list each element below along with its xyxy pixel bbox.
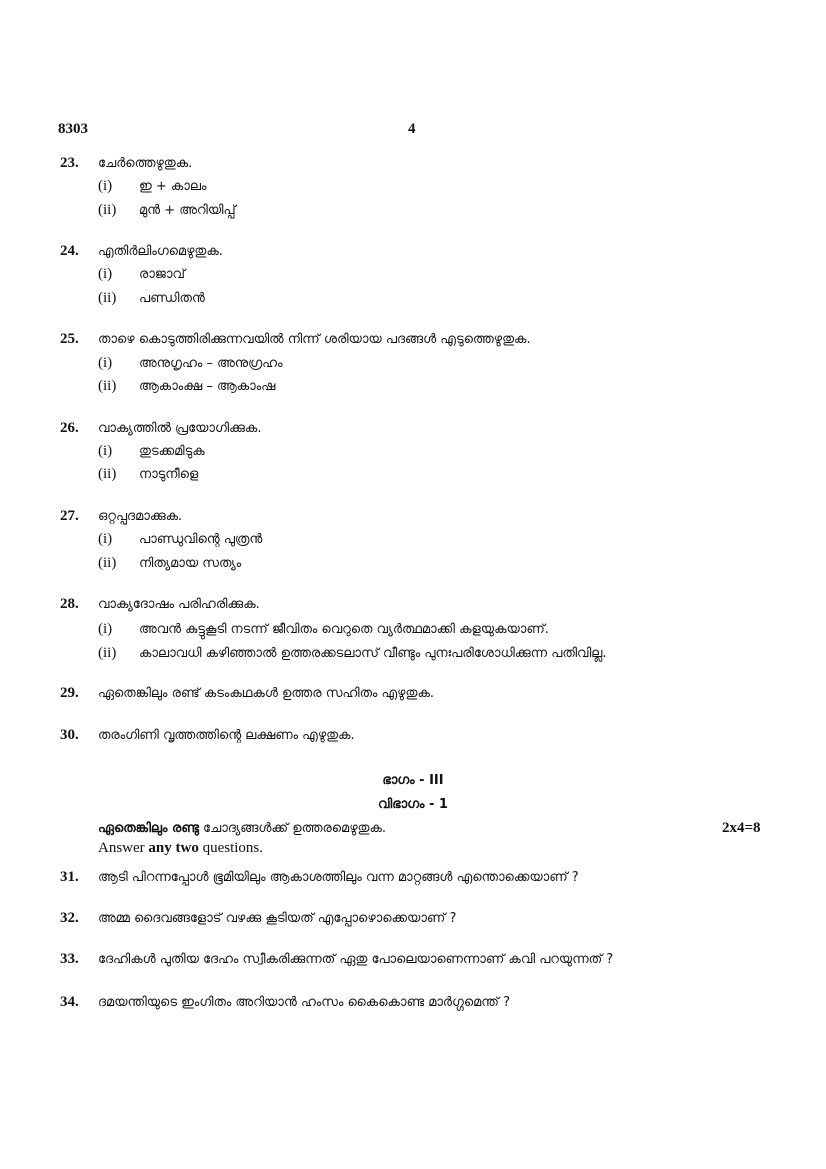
question-text: ആടി പിറന്നപ്പോൾ ഭൂമിയിലും ആകാശത്തിലും വന്ന മാറ്റങ്ങൾ എന്തൊക്കെയാണ് ? xyxy=(98,870,579,885)
sub-text: നാടുനീളെ xyxy=(139,467,199,482)
sub-number: (ii) xyxy=(98,378,117,394)
sub-text: മുൻ + അറിയിപ്പ് xyxy=(139,203,236,218)
section-division-heading: വിഭാഗം - 1 xyxy=(378,797,448,812)
sub-text: അവൻ കുട്ടുകൂടി നടന്ന് ജീവിതം വെറുതെ വ്യർത്ഥമാക്കി കളയുകയാണ്. xyxy=(139,622,549,637)
sub-text: ആകാംക്ഷ – ആകാംഷ xyxy=(139,379,276,394)
question-text: വാക്യദോഷം പരിഹരിക്കുക. xyxy=(98,597,260,612)
question-text: ദമയന്തിയുടെ ഇംഗിതം അറിയാൻ ഹംസം കൈകൊണ്ട മാർഗ്ഗമെന്ത് ? xyxy=(98,995,510,1010)
page-number: 4 xyxy=(408,121,416,137)
paper-code: 8303 xyxy=(58,121,88,137)
question-text: താഴെ കൊടുത്തിരിക്കുന്നവയിൽ നിന്ന് ശരിയായ പദങ്ങൾ എടുത്തെഴുതുക. xyxy=(98,332,531,347)
question-number: 25. xyxy=(60,331,79,347)
english-instruction xyxy=(98,840,263,857)
sub-text: പണ്ഡിതൻ xyxy=(139,291,205,306)
question-number: 33. xyxy=(60,951,79,967)
question-number: 27. xyxy=(60,508,79,524)
question-number: 29. xyxy=(60,685,79,701)
question-text: ദേഹികൾ പുതിയ ദേഹം സ്വീകരിക്കുന്നത് ഏതു പോലെയാണെന്നാണ് കവി പറയുന്നത് ? xyxy=(98,952,614,967)
question-number: 28. xyxy=(60,596,79,612)
sub-number: (i) xyxy=(98,266,113,282)
question-number: 32. xyxy=(60,910,79,926)
sub-text: ഇ + കാലം xyxy=(139,179,207,194)
question-number: 26. xyxy=(60,420,79,436)
question-text: ചേർത്തെഴുതുക. xyxy=(98,156,193,171)
sub-text: നിത്യമായ സത്യം xyxy=(139,556,242,571)
question-text: തരംഗിണി വൃത്തത്തിന്റെ ലക്ഷണം എഴുതുക. xyxy=(98,728,355,743)
sub-text: പാണ്ഡുവിന്റെ പുത്രൻ xyxy=(139,532,263,547)
sub-number: (ii) xyxy=(98,555,117,571)
question-text: വാക്യത്തിൽ പ്രയോഗിക്കുക. xyxy=(98,421,262,436)
question-text: എതിർലിംഗമെഴുതുക. xyxy=(98,244,223,259)
sub-number: (i) xyxy=(98,531,113,547)
sub-text: അനുഗൃഹം – അനുഗ്രഹം xyxy=(139,356,283,371)
question-text: ഒറ്റപ്പദമാക്കുക. xyxy=(98,509,183,524)
question-number: 34. xyxy=(60,994,79,1010)
question-number: 23. xyxy=(60,155,79,171)
english-instruction-pre: Answer xyxy=(98,840,149,856)
sub-number: (i) xyxy=(98,178,113,194)
sub-number: (ii) xyxy=(98,202,117,218)
sub-text: രാജാവ് xyxy=(139,267,185,282)
sub-number: (i) xyxy=(98,443,113,459)
sub-number: (i) xyxy=(98,355,113,371)
marks-allocation: 2x4=8 xyxy=(722,820,761,836)
question-text: ഏതെങ്കിലും രണ്ട് കടംകഥകൾ ഉത്തര സഹിതം എഴുതുക. xyxy=(98,686,435,701)
instruction-text: ചോദ്യങ്ങൾക്ക് ഉത്തരമെഴുതുക. xyxy=(198,821,387,836)
english-instruction-post: questions. xyxy=(198,840,263,856)
sub-number: (i) xyxy=(98,621,113,637)
question-number: 30. xyxy=(60,727,79,743)
sub-text: തുടക്കമിടുക xyxy=(139,444,205,459)
english-instruction-emphasis: any two xyxy=(148,840,199,856)
question-number: 31. xyxy=(60,869,79,885)
instruction-emphasis: ഏതെങ്കിലും രണ്ടു xyxy=(98,821,199,836)
question-text: അമ്മ ദൈവങ്ങളോട് വഴക്കു കൂടിയത് എപ്പോഴൊക്കെയാണ് ? xyxy=(98,911,457,926)
sub-number: (ii) xyxy=(98,645,117,661)
sub-number: (ii) xyxy=(98,290,117,306)
section-instruction xyxy=(98,821,386,836)
sub-text: കാലാവധി കഴിഞ്ഞാൽ ഉത്തരക്കടലാസ് വീണ്ടും പുനഃപരിശോധിക്കുന്ന പതിവില്ല. xyxy=(139,646,607,661)
question-number: 24. xyxy=(60,243,79,259)
section-part-heading: ഭാഗം - III xyxy=(382,773,444,788)
sub-number: (ii) xyxy=(98,466,117,482)
